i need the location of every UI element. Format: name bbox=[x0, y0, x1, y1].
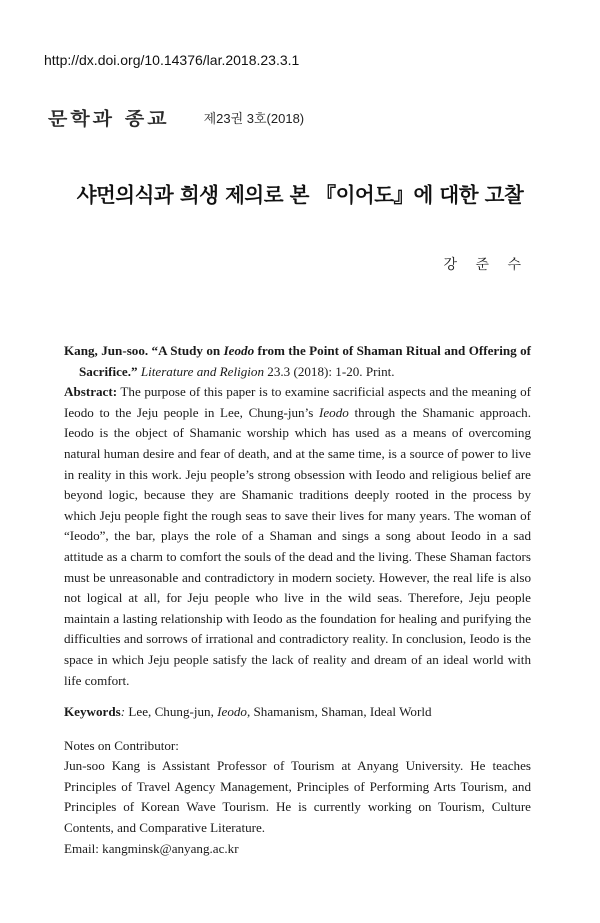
citation-title-start: “A Study on bbox=[151, 343, 224, 358]
keywords bbox=[64, 702, 531, 723]
journal-logo: 문학과 종교 bbox=[48, 107, 170, 130]
citation-title-end: from the Point of Shaman Ritual and Offering of Sacrifice.” bbox=[79, 343, 531, 379]
contributor-notes bbox=[64, 736, 531, 860]
abstract-text-start: The purpose of this paper is to examine sacrificial aspects and the meaning of Ieodo to the Jeju people in Lee, Chung-jun’s bbox=[64, 384, 531, 420]
citation-title-italic: Ieodo bbox=[223, 343, 255, 358]
citation-details: 23.3 (2018): 1-20. Print. bbox=[264, 363, 395, 379]
keywords-italic: Ieodo bbox=[217, 704, 247, 720]
author-name: 강 준 수 bbox=[443, 257, 528, 273]
paper-body bbox=[64, 341, 531, 859]
abstract-italic: Ieodo bbox=[318, 404, 349, 420]
paper-title: 샤먼의식과 희생 제의로 본 『이어도』에 대한 고찰 bbox=[76, 183, 524, 207]
keywords-start: Lee, Chung-jun, bbox=[125, 704, 218, 720]
journal-header bbox=[48, 102, 304, 132]
notes-email[interactable]: Email: kangminsk@anyang.ac.kr bbox=[64, 840, 239, 856]
keywords-colon: : bbox=[120, 704, 126, 720]
notes-bio: Jun-soo Kang is Assistant Professor of Tourism at Anyang University. He teaches Principles of Travel Agency Management, Principles of Performing Arts Tourism, and Principles of Korean Wave Tourism. He is currently working on Tourism, Culture Contents, and Comparative Literature. bbox=[64, 758, 531, 836]
citation-author: Kang, Jun-soo. bbox=[64, 343, 149, 358]
keywords-label: Keywords bbox=[64, 704, 121, 720]
keywords-end: , Shamanism, Shaman, Ideal World bbox=[246, 704, 432, 720]
citation-journal: Literature and Religion bbox=[140, 363, 264, 379]
citation bbox=[64, 341, 531, 382]
abstract bbox=[64, 382, 531, 691]
journal-issue: 제23권 3호(2018) bbox=[203, 110, 305, 126]
abstract-text-end: through the Shamanic approach. Ieodo is the object of Shamanic worship which has used as a means of overcoming natural human desire and fear of death, and at the same time, is a source of power to live in reality in this work. Jeju people’s strong obsession with Ieodo and religious belief are beyond logic, because they are Shamanic traditions deeply rooted in the process by which Jeju people fight the rough seas to save their lives for many years. The woman of “Ieodo”, the bar, plays the role of a Shaman and sings a song about Ieodo in a sad attitude as a charm to comfort the souls of the dead and the living. These Shaman factors must be unreasonable and contradictory in modern society. However, the real life is also not logical at all, for Jeju people who live in the wild seas. Therefore, Jeju people maintain a lasting relationship with Ieodo as the foundation for healing and purifying the difficulties and sorrows of irrational and contradictory reality. In conclusion, Ieodo is the space in which Jeju people satisfy the lack of reality and dream of an ideal world with life comfort. bbox=[64, 404, 531, 688]
doi-link[interactable]: http://dx.doi.org/10.14376/lar.2018.23.3.1 bbox=[44, 52, 300, 68]
abstract-label: Abstract: bbox=[64, 384, 118, 400]
notes-heading: Notes on Contributor: bbox=[64, 737, 179, 753]
